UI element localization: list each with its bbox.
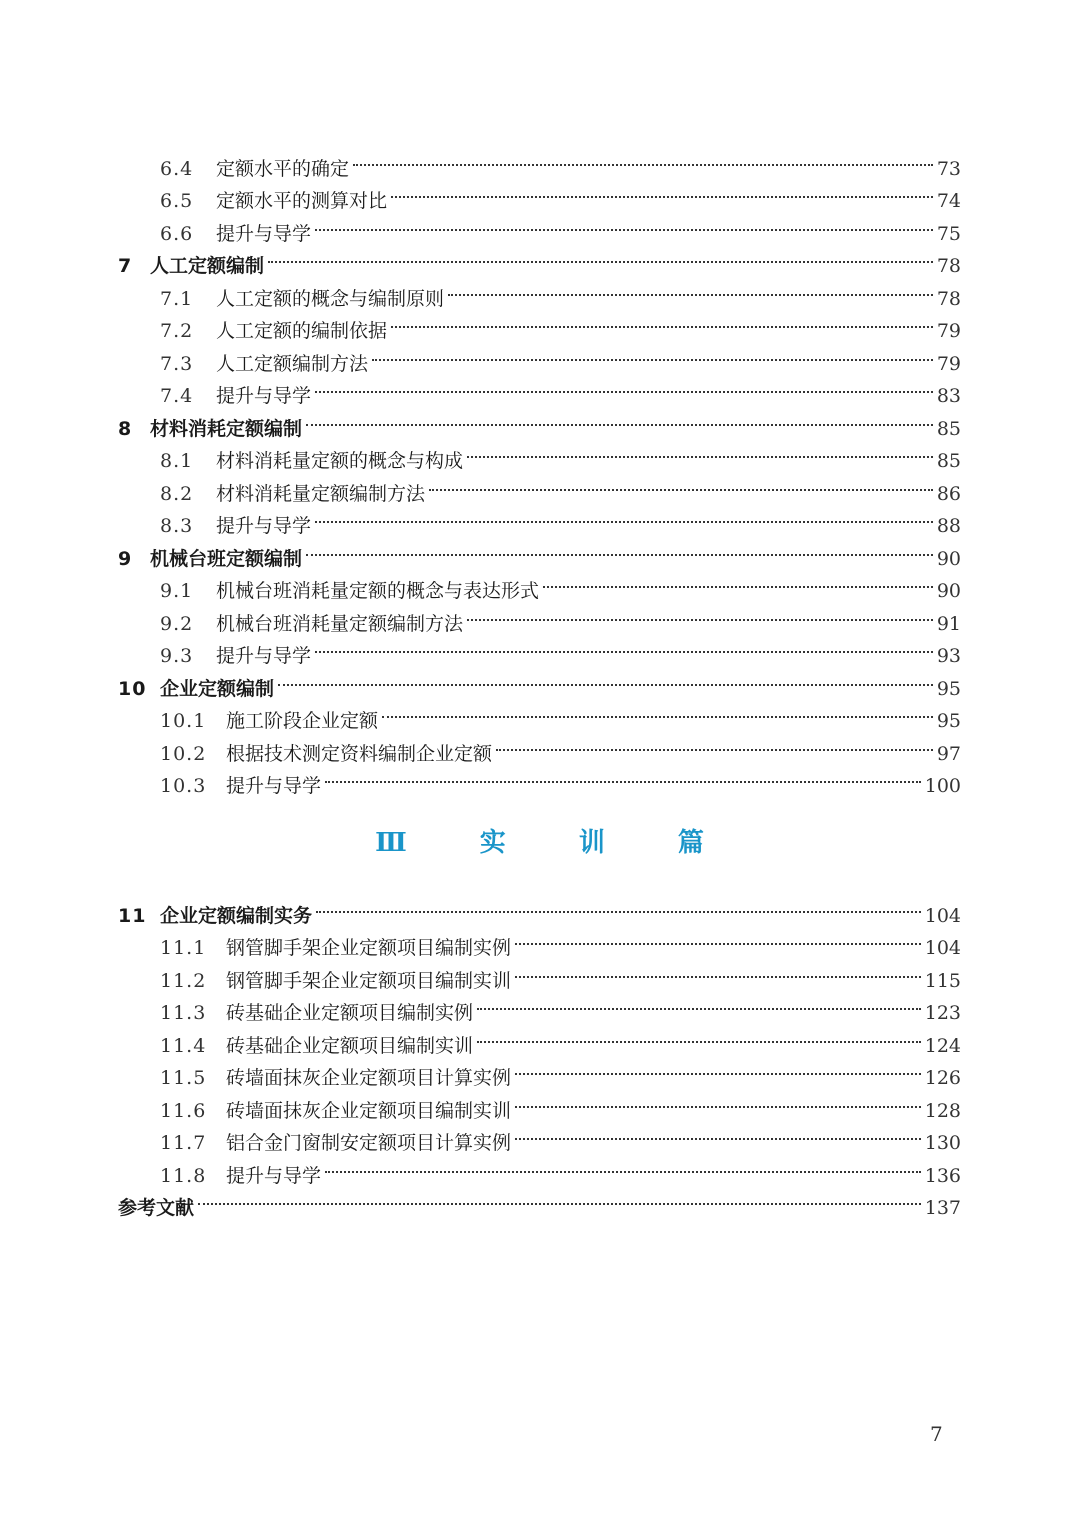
toc-entry-page-number: 79 bbox=[936, 352, 961, 375]
dot-leader bbox=[315, 500, 933, 533]
toc-entry-page-number: 104 bbox=[924, 904, 961, 927]
toc-entry-number: 11.7 bbox=[160, 1132, 207, 1154]
toc-entry-title: 企业定额编制 bbox=[160, 677, 275, 700]
dot-leader bbox=[515, 954, 921, 987]
toc-entry-page-number: 136 bbox=[924, 1164, 961, 1187]
toc-entry-title: 材料消耗定额编制 bbox=[150, 417, 303, 440]
toc-entry-title: 材料消耗量定额编制方法 bbox=[216, 482, 426, 505]
toc-entry-page-number: 90 bbox=[936, 580, 961, 602]
toc-entry-page-number: 79 bbox=[936, 320, 961, 342]
toc-entry-page-number: 123 bbox=[924, 1002, 961, 1024]
toc-entry-title: 人工定额编制方法 bbox=[216, 352, 369, 375]
toc-entry-number: 10.1 bbox=[160, 710, 207, 732]
toc-entry-page-number: 85 bbox=[936, 417, 961, 440]
dot-leader bbox=[515, 922, 921, 955]
dot-leader bbox=[515, 1084, 921, 1117]
toc-entry-page-number: 104 bbox=[924, 937, 961, 959]
toc-entry-number: 11.6 bbox=[160, 1099, 207, 1122]
toc-entry-page-number: 86 bbox=[936, 482, 961, 505]
toc-entry-page-number: 93 bbox=[936, 645, 961, 667]
toc-entry-title: 人工定额的概念与编制原则 bbox=[216, 287, 445, 310]
dot-leader bbox=[268, 240, 933, 273]
toc-entry-page-number: 126 bbox=[924, 1067, 961, 1089]
dot-leader bbox=[315, 370, 933, 403]
toc-entry-title: 砖墙面抹灰企业定额项目计算实例 bbox=[226, 1067, 512, 1089]
toc-entry-title: 材料消耗量定额的概念与构成 bbox=[216, 450, 464, 472]
toc-entry-title: 机械台班消耗量定额编制方法 bbox=[216, 612, 464, 635]
toc-entry-number: 7.1 bbox=[160, 287, 194, 310]
toc-entry-number: 8 bbox=[118, 417, 133, 440]
toc-part-2-entries bbox=[118, 142, 961, 797]
dot-leader bbox=[278, 662, 933, 695]
toc-entry-page-number: 83 bbox=[936, 385, 961, 407]
toc-entry-page-number: 85 bbox=[936, 450, 961, 472]
toc-entry-page-number: 73 bbox=[936, 157, 961, 180]
dot-leader bbox=[515, 1117, 921, 1150]
toc-entry-number: 8.3 bbox=[160, 515, 194, 537]
toc-entry-page-number: 88 bbox=[936, 515, 961, 537]
dot-leader bbox=[316, 889, 921, 922]
toc-entry-number: 10.3 bbox=[160, 775, 207, 797]
toc-entry-title: 钢管脚手架企业定额项目编制实训 bbox=[226, 969, 512, 992]
toc-entry-number: 6.4 bbox=[160, 157, 194, 180]
toc-entry-title: 提升与导学 bbox=[226, 775, 322, 797]
toc-entry-page-number: 78 bbox=[936, 255, 961, 277]
toc-entry-title: 提升与导学 bbox=[216, 645, 312, 667]
toc-entry-number: 11.3 bbox=[160, 1002, 207, 1024]
page-number: 7 bbox=[930, 1422, 943, 1446]
dot-leader bbox=[325, 1149, 921, 1182]
toc-entry-title: 砖基础企业定额项目编制实例 bbox=[226, 1002, 474, 1024]
toc-entry-number: 7.4 bbox=[160, 385, 194, 407]
dot-leader bbox=[477, 1019, 921, 1052]
dot-leader bbox=[467, 435, 933, 468]
toc-entry-page-number: 137 bbox=[924, 1197, 961, 1219]
toc-entry-page-number: 95 bbox=[936, 677, 961, 700]
toc-entry-title: 提升与导学 bbox=[216, 222, 312, 245]
toc-entry-page-number: 75 bbox=[936, 222, 961, 245]
toc-entry-page-number: 100 bbox=[924, 775, 961, 797]
dot-leader bbox=[477, 987, 921, 1020]
toc-entry-title: 砖墙面抹灰企业定额项目编制实训 bbox=[226, 1099, 512, 1122]
dot-leader bbox=[391, 175, 933, 208]
toc-entry-title: 铝合金门窗制安定额项目计算实例 bbox=[226, 1132, 512, 1154]
toc-entry-title: 砖基础企业定额项目编制实训 bbox=[226, 1034, 474, 1057]
toc-entry-number: 11 bbox=[118, 904, 147, 927]
section-heading-practical-training: Ⅲ 实 训 篇 bbox=[375, 828, 736, 858]
toc-entry-number: 7.3 bbox=[160, 352, 194, 375]
toc-entry-number: 9.2 bbox=[160, 612, 194, 635]
toc-entry-number: 9.1 bbox=[160, 580, 194, 602]
toc-entry-number: 11.4 bbox=[160, 1034, 207, 1057]
dot-leader bbox=[353, 142, 933, 175]
toc-part-3-entries bbox=[118, 889, 961, 1219]
toc-entry-title: 参考文献 bbox=[118, 1197, 195, 1219]
toc-entry-number: 9 bbox=[118, 547, 133, 570]
dot-leader bbox=[306, 402, 933, 435]
toc-entry-title: 定额水平的确定 bbox=[216, 157, 350, 180]
toc-entry-title: 企业定额编制实务 bbox=[160, 904, 313, 927]
toc-entry-page-number: 97 bbox=[936, 742, 961, 765]
toc-entry-title: 机械台班定额编制 bbox=[150, 547, 303, 570]
dot-leader bbox=[467, 597, 933, 630]
toc-entry-title: 机械台班消耗量定额的概念与表达形式 bbox=[216, 580, 540, 602]
dot-leader bbox=[515, 1052, 921, 1085]
toc-entry-number: 8.2 bbox=[160, 482, 194, 505]
toc-entry-title: 根据技术测定资料编制企业定额 bbox=[226, 742, 493, 765]
toc-chapter-entry[interactable] bbox=[118, 1182, 961, 1219]
toc-entry-number: 6.5 bbox=[160, 190, 194, 212]
toc-entry-title: 定额水平的测算对比 bbox=[216, 190, 388, 212]
toc-entry-page-number: 124 bbox=[924, 1034, 961, 1057]
dot-leader bbox=[391, 305, 933, 338]
toc-entry-page-number: 78 bbox=[936, 287, 961, 310]
toc-entry-title: 钢管脚手架企业定额项目编制实例 bbox=[226, 937, 512, 959]
toc-entry-number: 11.2 bbox=[160, 969, 207, 992]
dot-leader bbox=[325, 760, 921, 793]
toc-entry-number: 11.5 bbox=[160, 1067, 207, 1089]
toc-section-entry[interactable] bbox=[118, 142, 961, 180]
dot-leader bbox=[315, 630, 933, 663]
table-of-contents bbox=[118, 142, 961, 1219]
toc-entry-title: 提升与导学 bbox=[226, 1164, 322, 1187]
toc-entry-page-number: 91 bbox=[936, 612, 961, 635]
dot-leader bbox=[382, 695, 933, 728]
toc-chapter-entry[interactable] bbox=[118, 889, 961, 927]
toc-entry-page-number: 90 bbox=[936, 547, 961, 570]
toc-entry-number: 11.1 bbox=[160, 937, 207, 959]
dot-leader bbox=[306, 532, 933, 565]
toc-entry-page-number: 115 bbox=[924, 969, 961, 992]
toc-entry-title: 提升与导学 bbox=[216, 385, 312, 407]
toc-entry-title: 人工定额编制 bbox=[150, 255, 265, 277]
dot-leader bbox=[372, 337, 933, 370]
dot-leader bbox=[429, 467, 933, 500]
dot-leader bbox=[543, 565, 933, 598]
toc-entry-number: 7.2 bbox=[160, 320, 194, 342]
toc-entry-number: 8.1 bbox=[160, 450, 194, 472]
toc-entry-page-number: 128 bbox=[924, 1099, 961, 1122]
dot-leader bbox=[315, 207, 933, 240]
toc-entry-number: 9.3 bbox=[160, 645, 194, 667]
toc-entry-title: 提升与导学 bbox=[216, 515, 312, 537]
toc-entry-number: 6.6 bbox=[160, 222, 194, 245]
dot-leader bbox=[198, 1182, 921, 1215]
toc-entry-page-number: 95 bbox=[936, 710, 961, 732]
toc-entry-number: 11.8 bbox=[160, 1164, 207, 1187]
toc-entry-title: 施工阶段企业定额 bbox=[226, 710, 379, 732]
toc-entry-page-number: 74 bbox=[936, 190, 961, 212]
dot-leader bbox=[448, 272, 933, 305]
toc-entry-page-number: 130 bbox=[924, 1132, 961, 1154]
toc-entry-number: 10 bbox=[118, 677, 147, 700]
toc-entry-number: 10.2 bbox=[160, 742, 207, 765]
toc-entry-title: 人工定额的编制依据 bbox=[216, 320, 388, 342]
dot-leader bbox=[496, 727, 933, 760]
toc-entry-number: 7 bbox=[118, 255, 133, 277]
